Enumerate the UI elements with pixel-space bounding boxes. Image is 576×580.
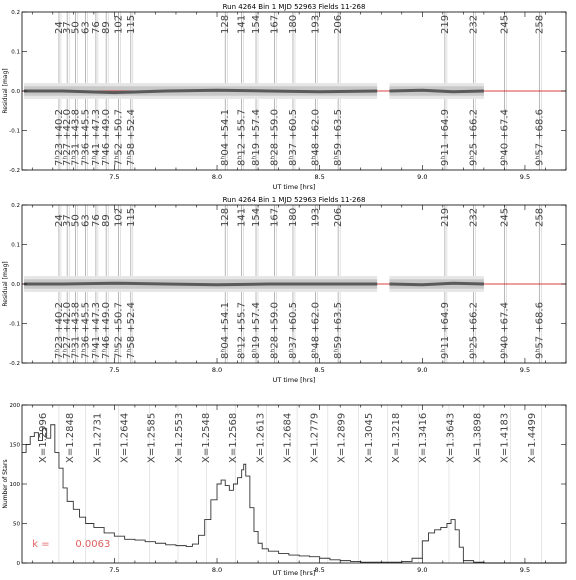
field-label: 258 — [534, 207, 546, 227]
x-tick-label: 9.0 — [417, 566, 428, 574]
field-label: 232 — [468, 14, 480, 34]
x-tick-label: 9.0 — [417, 173, 428, 181]
airmass-label: X=1.2684 — [282, 412, 294, 463]
y-tick-label: -0.1 — [9, 128, 20, 135]
field-time-label: 8ʰ37 +60.5 — [287, 302, 299, 359]
field-label: 167 — [269, 207, 281, 227]
y-axis-label: Residual [mag] — [2, 68, 9, 114]
field-time-label: 7ʰ41 +47.3 — [90, 109, 102, 166]
field-time-label: 8ʰ12 +55.7 — [236, 109, 248, 166]
field-label: 232 — [468, 207, 480, 227]
field-time-label: 7ʰ36 +45.5 — [80, 109, 92, 166]
field-label: 102 — [113, 207, 125, 227]
airmass-label: X=1.3643 — [445, 412, 457, 463]
chart-title: Run 4264 Bin 1 MJD 52963 Fields 11-268 — [222, 3, 366, 11]
field-label: 193 — [310, 207, 322, 227]
field-label: 128 — [220, 207, 232, 227]
y-tick-label: 0.2 — [11, 203, 20, 209]
airmass-label: X=1.3045 — [363, 412, 375, 463]
field-label: 219 — [439, 207, 451, 227]
field-time-label: 9ʰ11 +64.9 — [439, 109, 451, 166]
field-time-label: 8ʰ59 +63.5 — [333, 302, 345, 359]
y-tick-label: 100 — [9, 482, 20, 488]
field-time-label: 7ʰ23 +40.2 — [53, 109, 65, 166]
field-label: 206 — [333, 14, 345, 34]
field-label: 102 — [113, 14, 125, 34]
field-time-label: 9ʰ57 +68.6 — [534, 302, 546, 359]
x-tick-label: 9.5 — [519, 173, 531, 181]
y-tick-label: 0.2 — [11, 10, 20, 16]
x-tick-label: 9.0 — [417, 366, 428, 374]
field-label: 50 — [70, 214, 82, 227]
field-label: 258 — [534, 14, 546, 34]
y-tick-label: 0.1 — [11, 242, 20, 249]
field-time-label: 7ʰ31 +43.8 — [70, 109, 82, 166]
panel-1 — [2, 3, 566, 191]
airmass-label: X=1.4499 — [526, 412, 538, 463]
field-label: 89 — [101, 21, 113, 34]
field-time-label: 8ʰ59 +63.5 — [333, 109, 345, 166]
field-time-label: 8ʰ48 +62.0 — [310, 109, 322, 166]
field-label: 219 — [439, 14, 451, 34]
y-tick-label: 0.0 — [11, 282, 20, 288]
x-tick-label: 8.0 — [211, 566, 223, 574]
x-tick-label: 7.5 — [109, 566, 120, 574]
x-tick-label: 8.5 — [314, 366, 325, 374]
field-label: 206 — [333, 207, 345, 227]
field-time-label: 8ʰ04 +54.1 — [220, 109, 232, 166]
residual-series-2 — [389, 283, 483, 285]
field-label: 167 — [269, 14, 281, 34]
y-tick-label: 0.0 — [11, 89, 20, 95]
field-time-label: 8ʰ28 +59.0 — [269, 302, 281, 359]
chart-title: Run 4264 Bin 1 MJD 52963 Fields 11-268 — [222, 196, 366, 204]
field-label: 63 — [80, 214, 92, 227]
x-axis-label: UT time [hrs] — [272, 183, 316, 191]
field-label: 180 — [287, 207, 299, 227]
y-tick-label: 150 — [9, 442, 20, 449]
y-tick-label: 0 — [16, 561, 20, 567]
airmass-label: X=1.3218 — [391, 412, 403, 463]
field-time-label: 9ʰ25 +66.2 — [468, 109, 480, 166]
field-label: 37 — [62, 214, 74, 227]
residual-series-1 — [24, 283, 377, 285]
residual-series-2 — [389, 90, 483, 92]
field-time-label: 7ʰ27 +42.0 — [62, 302, 74, 359]
airmass-label: X=1.2899 — [336, 412, 348, 463]
x-tick-label: 7.5 — [109, 366, 120, 374]
field-time-label: 7ʰ36 +45.5 — [80, 302, 92, 359]
field-label: 63 — [80, 21, 92, 34]
field-label: 37 — [62, 21, 74, 34]
y-axis-label: Residual [mag] — [2, 261, 9, 307]
field-time-label: 7ʰ52 +50.7 — [113, 109, 125, 166]
field-label: 245 — [499, 14, 511, 34]
field-time-label: 9ʰ25 +66.2 — [468, 302, 480, 359]
x-tick-label: 9.5 — [519, 566, 531, 574]
field-time-label: 7ʰ46 +49.0 — [101, 302, 113, 359]
airmass-label: X=1.3416 — [418, 412, 430, 463]
field-label: 180 — [287, 14, 299, 34]
airmass-label: X=1.2779 — [309, 412, 321, 463]
field-label: 24 — [53, 21, 65, 34]
airmass-label: X=1.4183 — [499, 412, 511, 463]
y-tick-label: 200 — [9, 403, 20, 409]
x-axis-label: UT time [hrs] — [272, 376, 316, 384]
airmass-label: X=1.2644 — [119, 412, 131, 463]
field-label: 128 — [220, 14, 232, 34]
x-tick-label: 8.0 — [211, 173, 223, 181]
panel-2 — [2, 196, 566, 384]
field-label: 154 — [251, 207, 263, 227]
airmass-label: X=1.2548 — [200, 412, 212, 463]
field-time-label: 7ʰ58 +52.4 — [125, 109, 137, 166]
field-label: 76 — [90, 214, 102, 227]
field-time-label: 7ʰ41 +47.3 — [90, 302, 102, 359]
airmass-label: X=1.2553 — [173, 412, 185, 463]
x-tick-label: 8.5 — [314, 566, 325, 574]
y-tick-label: 0.1 — [11, 49, 20, 56]
field-label: 115 — [125, 207, 137, 227]
k-label: k = — [32, 539, 50, 551]
field-label: 89 — [101, 214, 113, 227]
field-time-label: 8ʰ19 +57.4 — [251, 109, 263, 166]
y-tick-label: 50 — [13, 521, 20, 528]
field-time-label: 8ʰ04 +54.1 — [220, 302, 232, 359]
x-tick-label: 9.5 — [519, 366, 531, 374]
field-time-label: 8ʰ19 +57.4 — [251, 302, 263, 359]
x-axis-label: UT time [hrs] — [272, 569, 316, 576]
field-time-label: 7ʰ52 +50.7 — [113, 302, 125, 359]
field-time-label: 7ʰ23 +40.2 — [53, 302, 65, 359]
field-label: 115 — [125, 14, 137, 34]
airmass-label: X=1.2613 — [255, 412, 267, 463]
field-label: 154 — [251, 14, 263, 34]
field-label: 76 — [90, 21, 102, 34]
field-label: 24 — [53, 214, 65, 227]
y-tick-label: -0.2 — [9, 168, 20, 174]
field-time-label: 7ʰ27 +42.0 — [62, 109, 74, 166]
y-tick-label: -0.2 — [9, 361, 20, 367]
field-time-label: 9ʰ40 +67.4 — [499, 302, 511, 359]
field-time-label: 8ʰ28 +59.0 — [269, 109, 281, 166]
field-time-label: 9ʰ57 +68.6 — [534, 109, 546, 166]
airmass-label: X=1.2731 — [92, 412, 104, 463]
airmass-label: X=1.2996 — [38, 412, 49, 463]
k-value: 0.0063 — [75, 539, 111, 551]
airmass-label: X=1.2568 — [228, 412, 240, 463]
field-label: 141 — [236, 14, 248, 34]
airmass-label: X=1.3898 — [472, 412, 484, 463]
field-time-label: 7ʰ58 +52.4 — [125, 302, 137, 359]
x-tick-label: 7.5 — [109, 173, 120, 181]
x-tick-label: 8.0 — [211, 366, 223, 374]
y-tick-label: -0.1 — [9, 321, 20, 328]
field-label: 50 — [70, 21, 82, 34]
y-axis-label: Number of Stars — [2, 459, 9, 509]
panel-3 — [2, 403, 566, 576]
field-time-label: 8ʰ12 +55.7 — [236, 302, 248, 359]
field-time-label: 8ʰ48 +62.0 — [310, 302, 322, 359]
field-time-label: 7ʰ46 +49.0 — [101, 109, 113, 166]
field-label: 245 — [499, 207, 511, 227]
x-tick-label: 8.5 — [314, 173, 325, 181]
field-label: 193 — [310, 14, 322, 34]
field-time-label: 7ʰ31 +43.8 — [70, 302, 82, 359]
field-time-label: 9ʰ40 +67.4 — [499, 109, 511, 166]
airmass-label: X=1.2848 — [65, 412, 77, 463]
airmass-label: X=1.2585 — [146, 412, 158, 463]
field-time-label: 9ʰ11 +64.9 — [439, 302, 451, 359]
field-label: 141 — [236, 207, 248, 227]
field-time-label: 8ʰ37 +60.5 — [287, 109, 299, 166]
